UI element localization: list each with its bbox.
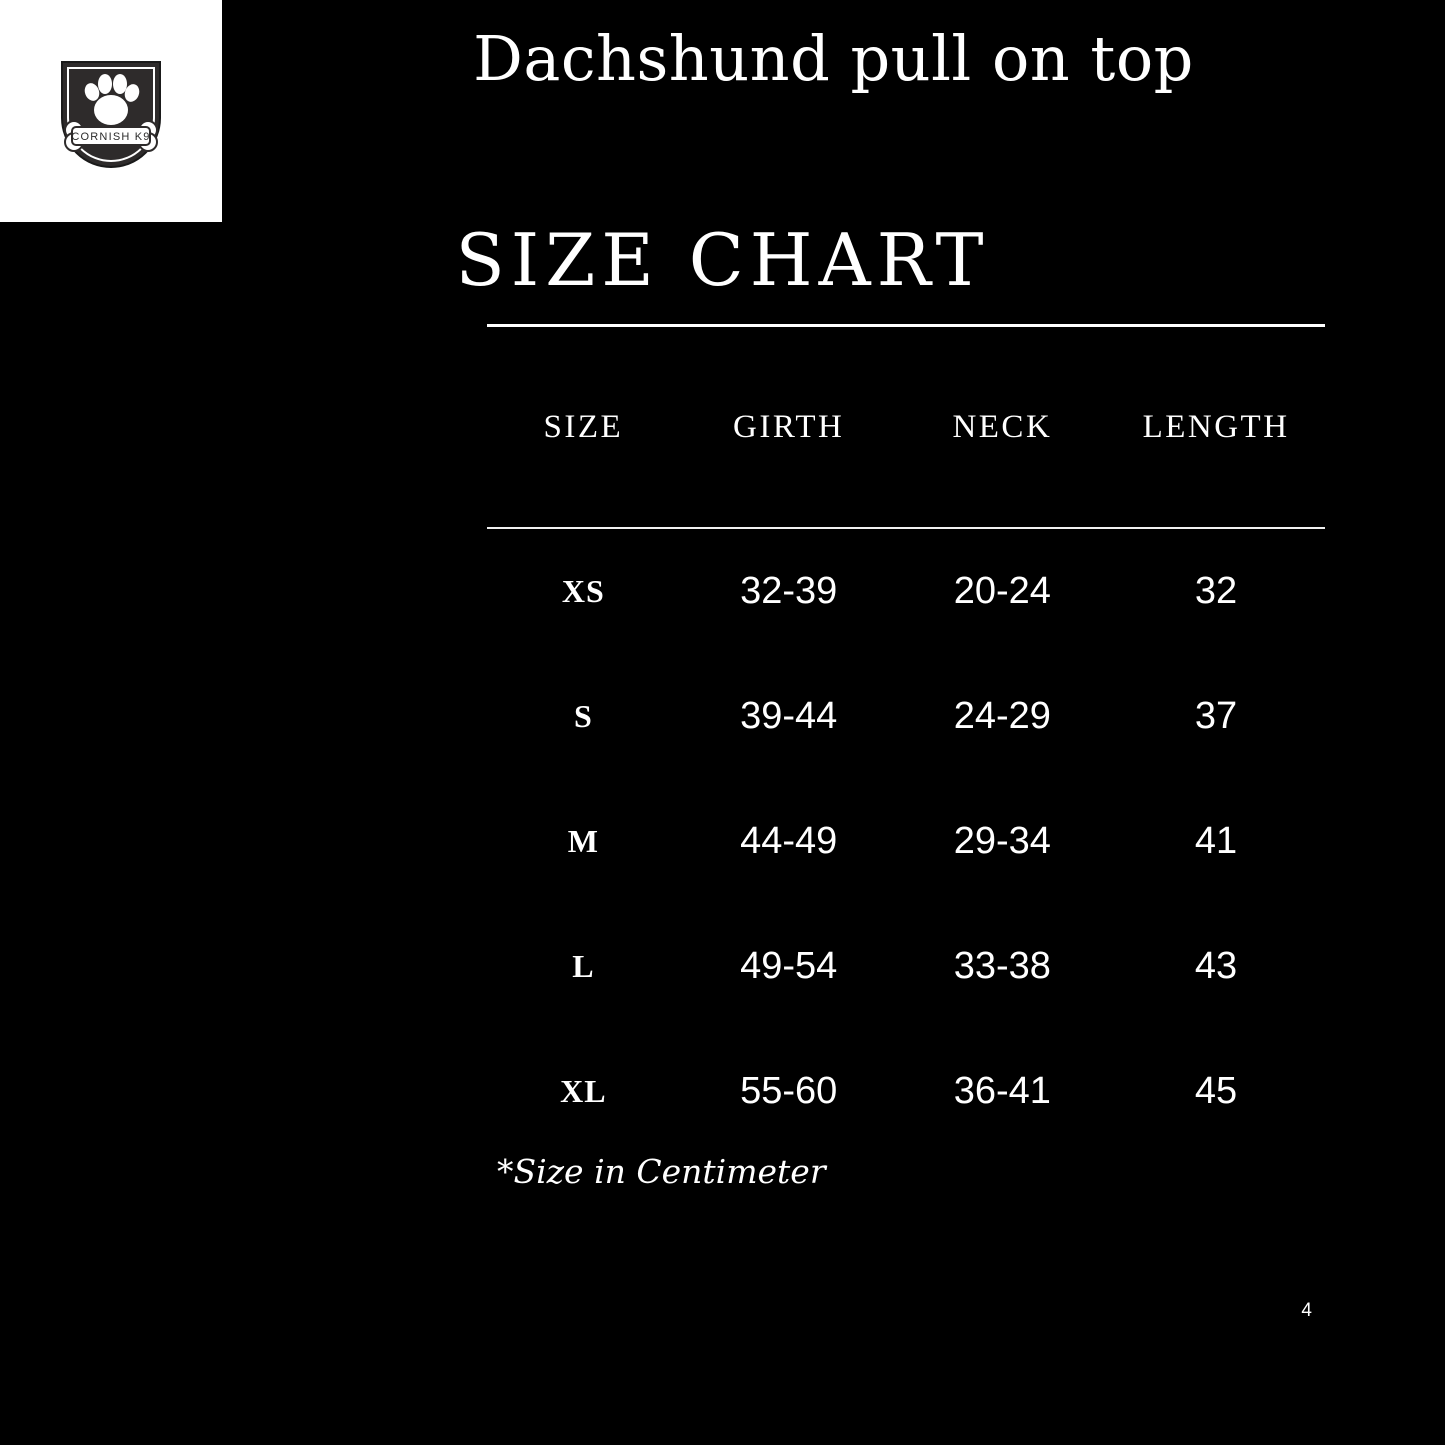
cell-length: 43 <box>1194 945 1238 987</box>
cell-neck: 24-29 <box>953 695 1051 737</box>
cell-size: L <box>572 948 595 984</box>
cell-length: 45 <box>1194 1070 1238 1112</box>
column-header-size: SIZE <box>543 408 624 445</box>
cell-girth: 32-39 <box>680 528 898 654</box>
size-chart-heading: SIZE CHART <box>455 218 990 302</box>
cell-length: 41 <box>1194 820 1238 862</box>
table-header-row <box>487 327 1325 528</box>
table-row <box>487 528 1325 654</box>
table-body <box>487 528 1325 1154</box>
column-header-length: LENGTH <box>1142 408 1290 445</box>
cornish-k9-logo-icon <box>52 52 170 170</box>
cell-neck: 33-38 <box>953 945 1051 987</box>
cell-girth: 44-49 <box>740 820 838 862</box>
size-chart-table <box>487 327 1325 1154</box>
svg-text:CORNISH K9: CORNISH K9 <box>71 131 151 143</box>
cell-size: M <box>567 823 599 859</box>
brand-logo-badge <box>0 0 222 222</box>
cell-girth: 39-44 <box>740 695 838 737</box>
table-row <box>487 654 1325 779</box>
cell-girth: 49-54 <box>740 945 838 987</box>
table-header <box>487 327 1325 528</box>
size-units-footnote: *Size in Centimeter <box>497 1152 826 1191</box>
column-header-girth: GIRTH <box>733 408 845 445</box>
cell-neck: 36-41 <box>953 1070 1051 1112</box>
cell-length: 32 <box>1107 528 1325 654</box>
page-title: Dachshund pull on top <box>473 22 1194 95</box>
page-number: 4 <box>1301 1300 1312 1321</box>
column-header-neck: NECK <box>952 408 1053 445</box>
cell-neck: 29-34 <box>953 820 1051 862</box>
table-row <box>487 904 1325 1029</box>
cell-size: S <box>573 698 593 734</box>
cell-girth: 55-60 <box>740 1070 838 1112</box>
size-chart-table-wrapper <box>487 324 1325 1154</box>
table-row <box>487 1029 1325 1154</box>
cell-neck: 20-24 <box>898 528 1108 654</box>
cell-size: XS <box>487 528 680 654</box>
cell-length: 37 <box>1194 695 1238 737</box>
cell-size: XL <box>560 1073 607 1109</box>
table-row <box>487 779 1325 904</box>
